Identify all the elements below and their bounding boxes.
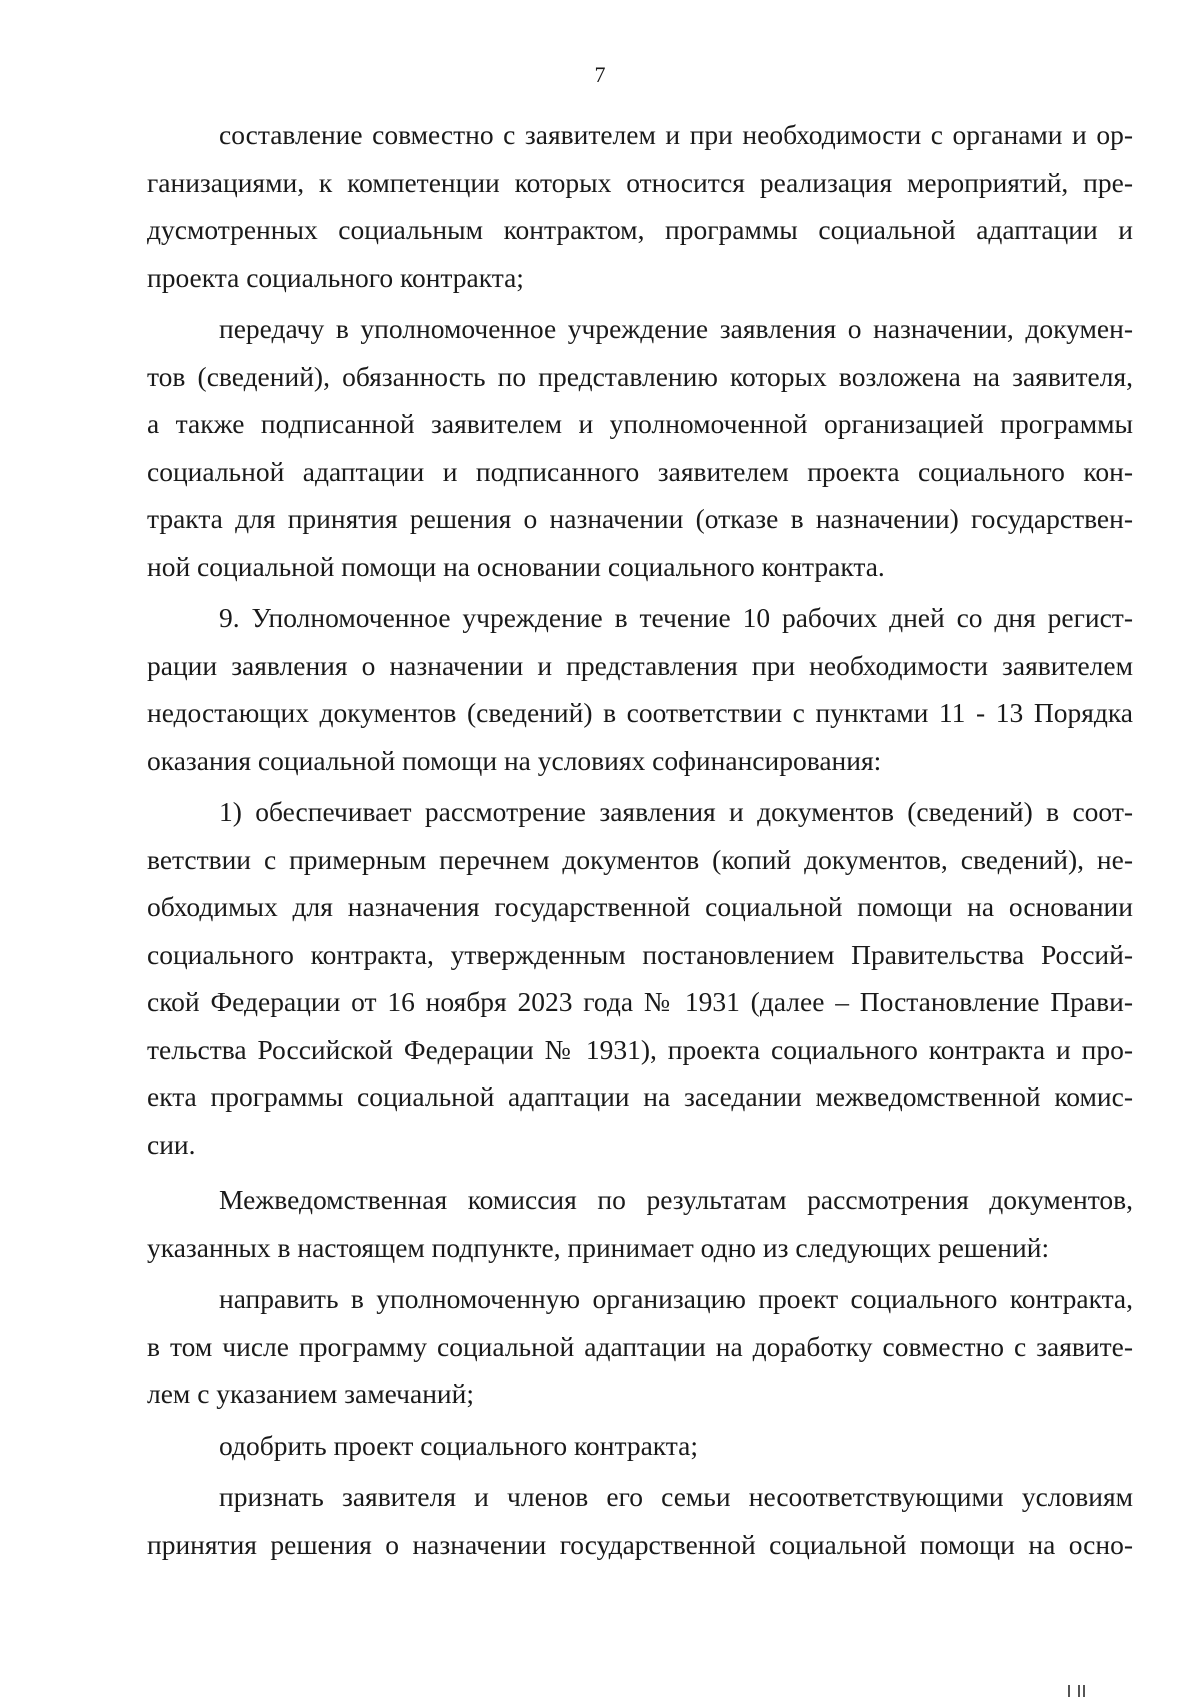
text-line: Межведомственная комиссия по результатам рассмотрения документов, (219, 1184, 1133, 1215)
text-line: екта программы социальной адаптации на заседании межведомственной комис- (147, 1081, 1133, 1112)
text-line: тов (сведений), обязанность по представлению которых возложена на заявителя, (147, 360, 1133, 392)
text-line: одобрить проект социального контракта; (219, 1429, 698, 1461)
text-line: тельства Российской Федерации № 1931), проекта социального контракта и про- (147, 1033, 1133, 1065)
body-text (147, 111, 1133, 1568)
text-line: составление совместно с заявителем и при необходимости с органами и ор- (219, 119, 1133, 150)
text-line: ветствии с примерным перечнем документов (копий документов, сведений), не- (147, 843, 1133, 875)
text-line: проекта социального контракта; (147, 261, 524, 293)
text-line: ганизациями, к компетенции которых относится реализация мероприятий, пре- (147, 166, 1133, 198)
text-line: сии. (147, 1128, 196, 1160)
paragraph-1 (147, 111, 1133, 301)
text-line: принятия решения о назначении государственной социальной помощи на осно- (147, 1528, 1133, 1560)
text-line: обходимых для назначения государственной социальной помощи на основании (147, 891, 1133, 922)
text-line: направить в уполномоченную организацию проект социального контракта, (219, 1283, 1133, 1314)
text-line: а также подписанной заявителем и уполномоченной организацией программы (147, 408, 1133, 439)
paragraph-4 (147, 788, 1133, 1168)
paragraph-6 (147, 1275, 1133, 1418)
text-line: недостающих документов (сведений) в соответствии с пунктами 11 - 13 Порядка (147, 697, 1133, 728)
scan-artifact (1066, 1680, 1096, 1697)
paragraph-3 (147, 594, 1133, 784)
text-line: 9. Уполномоченное учреждение в течение 10 рабочих дней со дня регист- (219, 602, 1133, 633)
text-line: ной социальной помощи на основании социального контракта. (147, 550, 885, 582)
text-line: признать заявителя и членов его семьи несоответствующими условиям (219, 1481, 1133, 1512)
text-line: передачу в уполномоченное учреждение заявления о назначении, докумен- (219, 313, 1133, 344)
text-line: дусмотренных социальным контрактом, программы социальной адаптации и (147, 214, 1133, 245)
page-number: 7 (594, 62, 606, 87)
paragraph-5 (147, 1176, 1133, 1271)
text-line: тракта для принятия решения о назначении (отказе в назначении) государствен- (147, 503, 1133, 534)
paragraph-2 (147, 305, 1133, 590)
text-line: ской Федерации от 16 ноября 2023 года № 1931 (далее – Постановление Прави- (147, 986, 1133, 1017)
text-line: социальной адаптации и подписанного заявителем проекта социального кон- (147, 455, 1133, 487)
text-line: в том числе программу социальной адаптации на доработку совместно с заявите- (147, 1330, 1133, 1362)
text-line: 1) обеспечивает рассмотрение заявления и документов (сведений) в соот- (219, 796, 1133, 827)
paragraph-7 (147, 1422, 1133, 1470)
text-line: социального контракта, утвержденным постановлением Правительства Россий- (147, 938, 1133, 970)
text-line: указанных в настоящем подпункте, принимает одно из следующих решений: (147, 1231, 1050, 1263)
paragraph-8 (147, 1473, 1133, 1568)
text-line: рации заявления о назначении и представления при необходимости заявителем (147, 649, 1133, 681)
text-line: лем с указанием замечаний; (147, 1378, 474, 1409)
text-line: оказания социальной помощи на условиях софинансирования: (147, 744, 882, 776)
